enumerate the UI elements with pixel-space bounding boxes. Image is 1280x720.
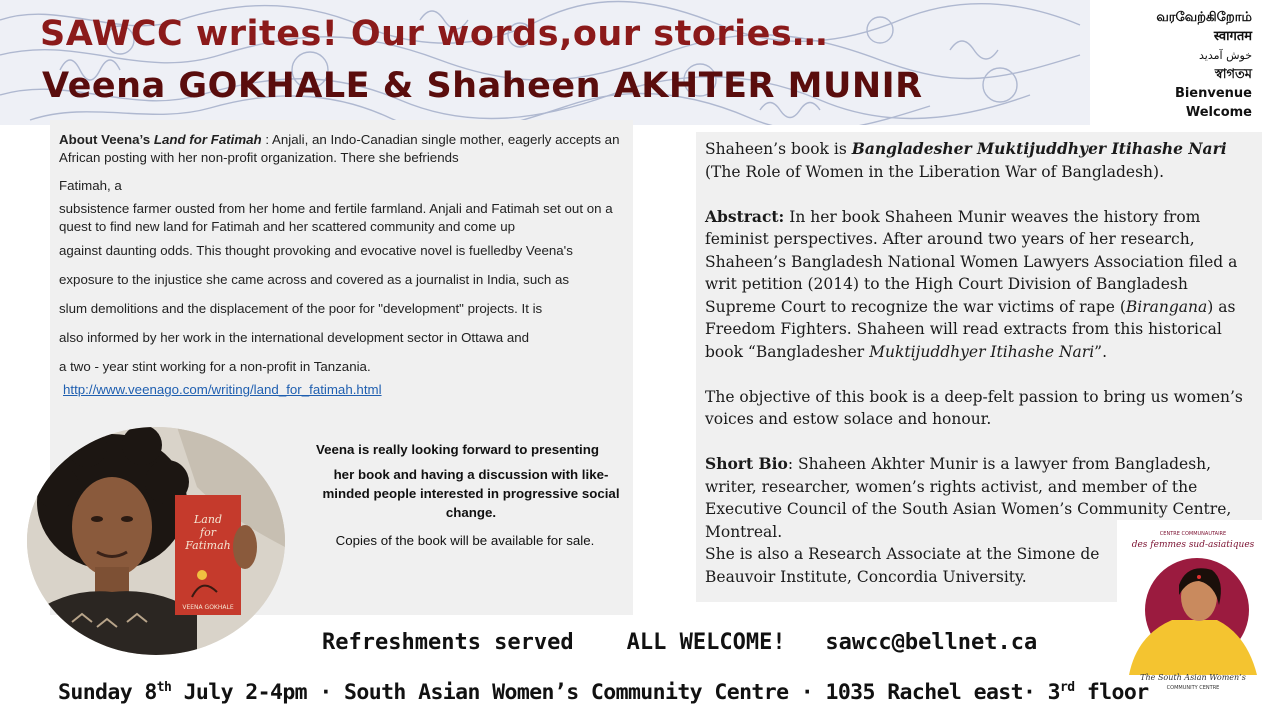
speakers-title: Veena GOKHALE & Shaheen AKHTER MUNIR [42, 66, 923, 106]
description-para1c: subsistence farmer ousted from her home and fertile farmland. Anjali and Fatimah set out on a quest to find new land for Fatimah and her scattered community and come up [59, 201, 613, 234]
sawcc-logo [1117, 525, 1267, 695]
book-title-land-for-fatimah: Land for Fatimah [153, 132, 262, 147]
veena-portrait-illustration [27, 427, 285, 655]
event-date-location: Sunday 8th July 2-4pm · South Asian Women’s Community Centre · 1035 Rachel east· 3rd floor [58, 680, 1149, 706]
veena-note-line2: her book and having a discussion with like-minded people interested in progressive social change. [322, 467, 620, 520]
veena-photo [27, 427, 285, 655]
veena-book-description: About Veena’s Land for Fatimah : Anjali, an Indo-Canadian single mother, eagerly accepts an African posting with her non-profit organization. There she befriends Fatimah, a subsistence farmer ousted from her home and fertile farmland. Anjali and Fatimah set out on a quest to find new land for Fatimah and her scattered community and come up against daunting odds. This thought provoking and evocative novel is fuelledby Veena's exposure to the injustice she came across and covered as a journalist in India, such as slum demolitions and the displacement of the poor for "development" projects. It is also informed by her work in the international development sector in Ottawa and a two - year stint working for a non-profit in Tanzania. http://www.veenago.com/writing/land_for_fatimah.html [59, 131, 629, 399]
short-bio-label: Short Bio [705, 454, 788, 473]
veena-note-line1: Veena is really looking forward to presenting [316, 442, 600, 457]
all-welcome-text: ALL WELCOME! [626, 630, 786, 655]
shaheen-book-description: Shaheen’s book is Bangladesher Muktijuddhyer Itihashe Nari (The Role of Women in the Liberation War of Bangladesh). Abstract: In her book Shaheen Munir weaves the history from feminist perspectives. After around two years of her research, Shaheen’s Bangladesh National Women Lawyers Association filed a writ petition (2014) to the High Court Division of Bangladesh Supreme Court to recognize the war victims of rape (Birangana) as Freedom Fighters. Shaheen will read extracts from this historical book “Bangladesher Muktijuddhyer Itihashe Nari”. The objective of this book is a deep-felt passion to bring us women’s voices and estow solace and honour. Short Bio: Shaheen Akhter Munir is a lawyer from Bangladesh, writer, researcher, women’s rights activist, and member of the Executive Council of the South Asian Women’s Community Centre, Montreal. She is also a Research Associate at the Simone de Beauvoir Institute, Concordia University. [705, 138, 1255, 588]
book-link[interactable]: http://www.veenago.com/writing/land_for_fatimah.html [63, 382, 382, 397]
event-title: SAWCC writes! Our words,our stories… [40, 14, 828, 54]
logo-bottom-text: COMMUNITY CENTRE [1166, 685, 1220, 691]
svg-text:VEENA GOKHALE: VEENA GOKHALE [182, 604, 234, 611]
svg-text:Fatimah: Fatimah [185, 539, 231, 552]
description-line4: also informed by her work in the international development sector in Ottawa and [59, 330, 530, 345]
description-line3: slum demolitions and the displacement of the poor for "development" projects. It is [59, 301, 543, 316]
welcome-french: Bienvenue [1174, 86, 1252, 101]
short-bio-paragraph: Short Bio: Shaheen Akhter Munir is a lawyer from Bangladesh, writer, researcher, women’s rights activist, and member of the Executive Council of the South Asian Women’s Community Centre, Montreal. She is also a Research Associate at the Simone de Beauvoir Institute, Concordia University. [705, 454, 1232, 586]
objective-paragraph: The objective of this book is a deep-felt passion to bring us women’s voices and estow solace and honour. [705, 387, 1243, 428]
svg-text:Land: Land [194, 513, 222, 526]
copies-for-sale: Copies of the book will be available for sale. [335, 533, 595, 548]
description-line1: against daunting odds. This thought provoking and evocative novel is fuelledby Veena's [59, 243, 573, 258]
about-label: About Veena’s [59, 132, 154, 147]
abstract-paragraph: Abstract: In her book Shaheen Munir weaves the history from feminist perspectives. After around two years of her research, Shaheen’s Bangladesh National Women Lawyers Association filed a writ petition (2014) to the High Court Division of Bangladesh Supreme Court to recognize the war victims of rape (Birangana) as Freedom Fighters. Shaheen will read extracts from this historical book “Bangladesher Muktijuddhyer Itihashe Nari”. [705, 206, 1238, 361]
contact-email[interactable]: sawcc@bellnet.ca [825, 630, 1038, 655]
refreshments-text: Refreshments served [322, 630, 574, 655]
welcome-hindi: स्वागतम [1213, 29, 1252, 44]
welcome-english: Welcome [1185, 105, 1252, 120]
footer-info-line [322, 630, 1037, 655]
logo-top-text: CENTRE COMMUNAUTAIRE [1159, 531, 1227, 537]
svg-text:for: for [200, 526, 216, 539]
description-line2: exposure to the injustice she came across and covered as a journalist in India, such as [59, 272, 569, 287]
welcome-multilingual [1156, 8, 1252, 122]
logo-bottom-script: The South Asian Women’s [1140, 673, 1246, 682]
welcome-tamil: வரவேற்கிறோம் [1156, 10, 1252, 25]
abstract-label: Abstract: [705, 206, 785, 226]
welcome-urdu: خوش آمدید [1199, 49, 1252, 62]
description-para1b: Fatimah, a [59, 178, 122, 193]
welcome-bengali: স্বাগতম [1214, 67, 1252, 82]
logo-script-text: des femmes sud-asiatiques [1131, 540, 1255, 550]
description-line5: a two - year stint working for a non-profit in Tanzania. [59, 359, 371, 374]
book-title-bangladesher: Bangladesher Muktijuddhyer Itihashe Nari [851, 139, 1227, 158]
veena-note [300, 440, 622, 522]
description-para1a: Anjali, an Indo-Canadian single mother, eagerly accepts an African posting with her non-profit organization. There she befriends [59, 132, 620, 165]
